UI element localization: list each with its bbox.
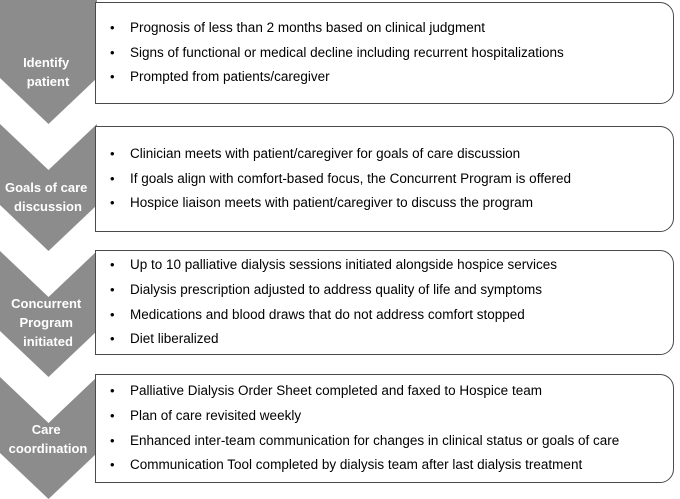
stage-box-care-coordination [95,374,674,483]
stage-label-line: discussion [14,199,82,214]
chevron-care-coordination [0,377,97,499]
bullet-item: • Prompted from patients/caregiver [106,65,667,90]
bullet-item: • Communication Tool completed by dialysis team after last dialysis treatment [106,453,667,478]
stage-box-concurrent-program [95,250,674,355]
bullet-item: • Up to 10 palliative dialysis sessions initiated alongside hospice services [106,253,667,278]
chevron-concurrent-program [0,251,97,377]
bullet-item: • If goals align with comfort-based focus, the Concurrent Program is offered [106,167,667,192]
bullet-item: • Diet liberalized [106,327,667,352]
bullet-item: • Prognosis of less than 2 months based on clinical judgment [106,16,667,41]
stage-box-identify-patient [95,2,674,104]
stage-label-line: Goals of care [5,180,88,195]
stage-label-line: Identify [23,55,70,70]
stage-label-line: patient [26,74,70,89]
bullet-list [106,16,667,90]
stage-label-line: initiated [23,334,73,349]
bullet-item: • Enhanced inter-team communication for changes in clinical status or goals of care [106,429,667,454]
stage-label-line: Program [19,315,73,330]
bullet-item: • Hospice liaison meets with patient/caregiver to discuss the program [106,191,667,216]
stage-label-line: Care [31,422,61,437]
bullet-item: • Signs of functional or medical decline including recurrent hospitalizations [106,41,667,66]
bullet-item: • Dialysis prescription adjusted to address quality of life and symptoms [106,278,667,303]
bullet-item: • Medications and blood draws that do not address comfort stopped [106,303,667,328]
bullet-list [106,253,667,352]
bullet-item: • Plan of care revisited weekly [106,404,667,429]
stage-box-goals-of-care [95,126,674,232]
stage-label-line: Concurrent [11,296,82,311]
bullet-item: • Clinician meets with patient/caregiver for goals of care discussion [106,142,667,167]
stage-label-line: coordination [8,441,88,456]
bullet-list [106,379,667,478]
bullet-item: • Palliative Dialysis Order Sheet completed and faxed to Hospice team [106,379,667,404]
bullet-list [106,142,667,216]
